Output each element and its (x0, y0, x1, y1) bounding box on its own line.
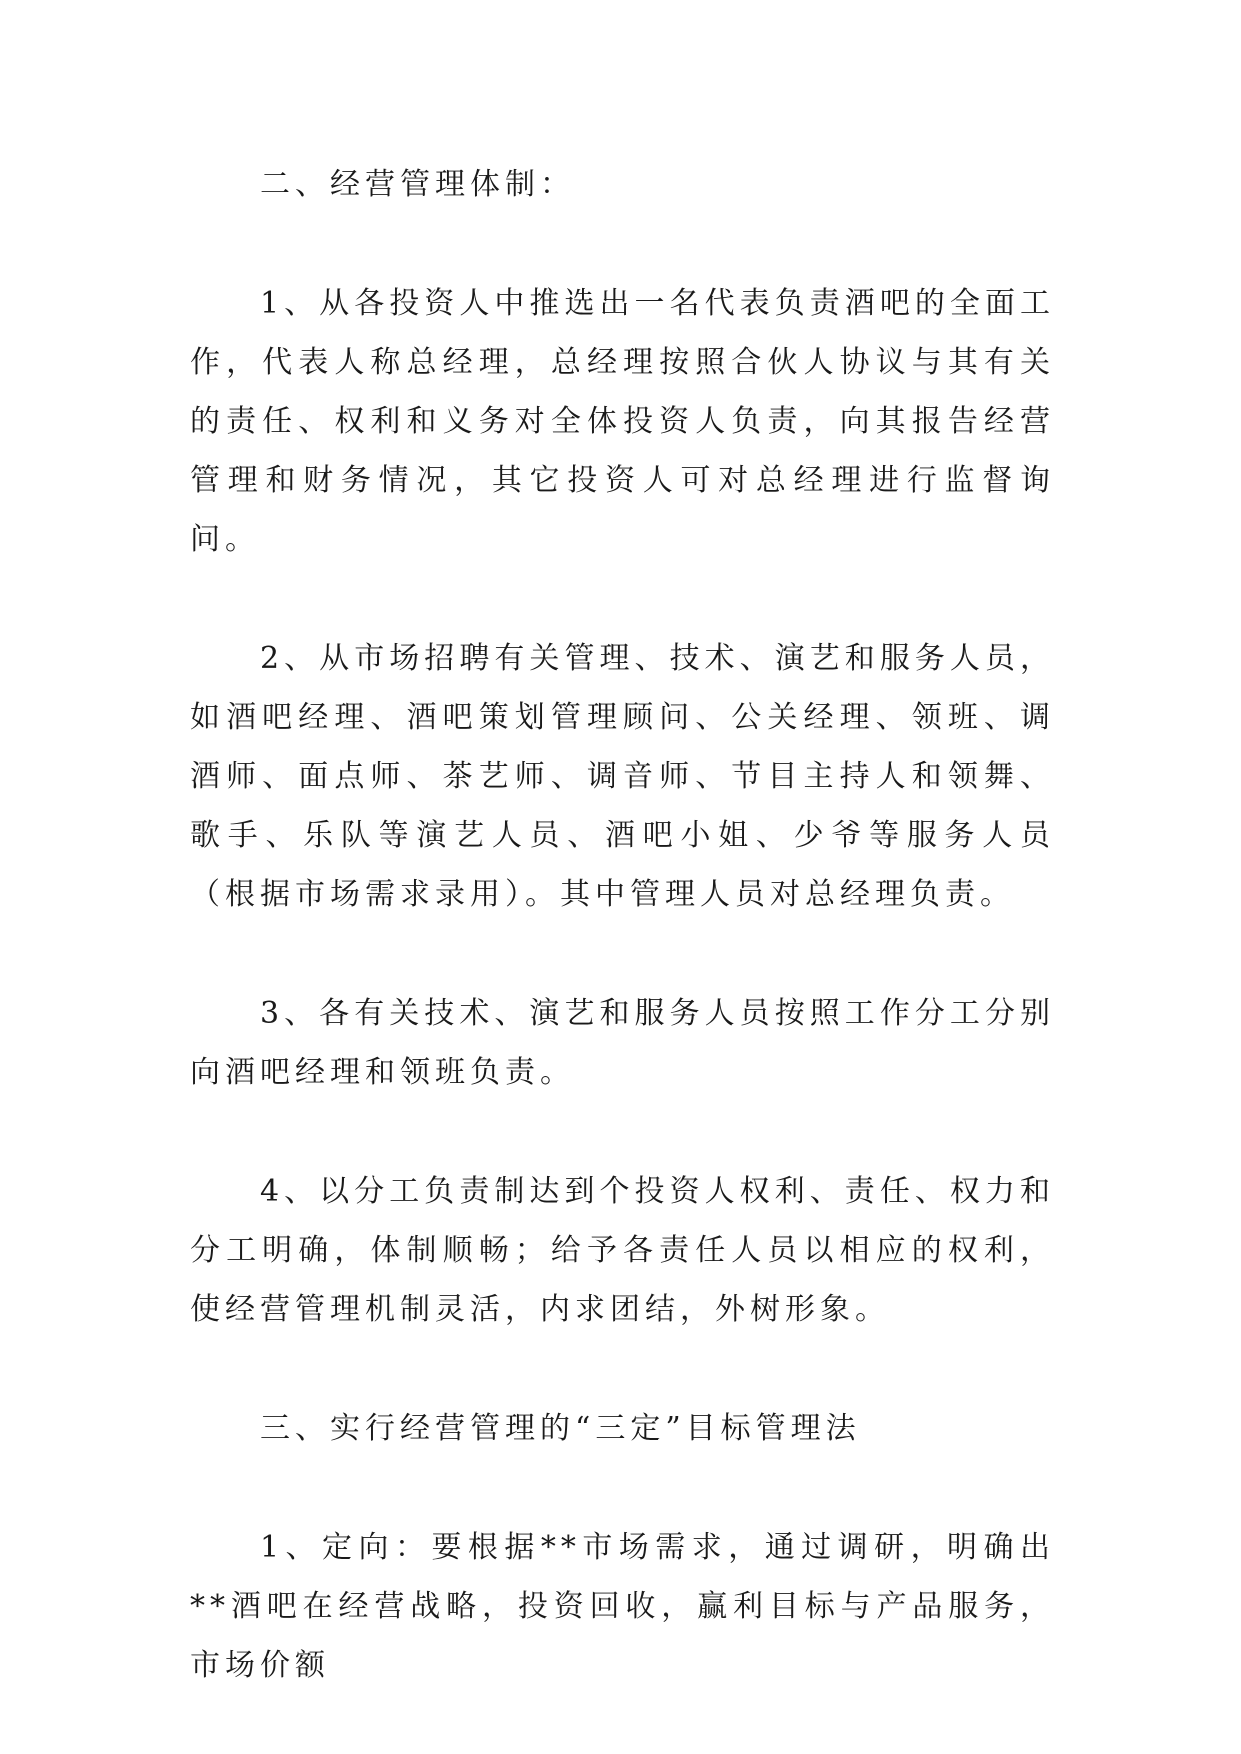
paragraph-staff-responsibility: 3、各有关技术、演艺和服务人员按照工作分工分别向酒吧经理和领班负责。 (190, 996, 1055, 1090)
paragraph-orientation: 1、定向：要根据**市场需求，通过调研，明确出**酒吧在经营战略，投资回收，赢利目标与产品服务，市场价额 (190, 1530, 1055, 1683)
paragraph-recruitment: 2、从市场招聘有关管理、技术、演艺和服务人员，如酒吧经理、酒吧策划管理顾问、公关经理、领班、调酒师、面点师、茶艺师、调音师、节目主持人和领舞、歌手、乐队等演艺人员、酒吧小姐、少爷等服务人员（根据市场需求录用）。其中管理人员对总经理负责。 (190, 641, 1055, 912)
section-heading-three-fixed-method: 三、实行经营管理的“三定”目标管理法 (260, 1411, 861, 1446)
document-body (190, 155, 1055, 1695)
paragraph-division-of-labor: 4、以分工负责制达到个投资人权利、责任、权力和分工明确，体制顺畅；给予各责任人员以相应的权利，使经营管理机制灵活，内求团结，外树形象。 (190, 1174, 1055, 1327)
section-heading-management-system: 二、经营管理体制： (260, 167, 575, 202)
paragraph-general-manager: 1、从各投资人中推选出一名代表负责酒吧的全面工作，代表人称总经理，总经理按照合伙人协议与其有关的责任、权利和义务对全体投资人负责，向其报告经营管理和财务情况，其它投资人可对总经理进行监督询问。 (190, 286, 1055, 557)
